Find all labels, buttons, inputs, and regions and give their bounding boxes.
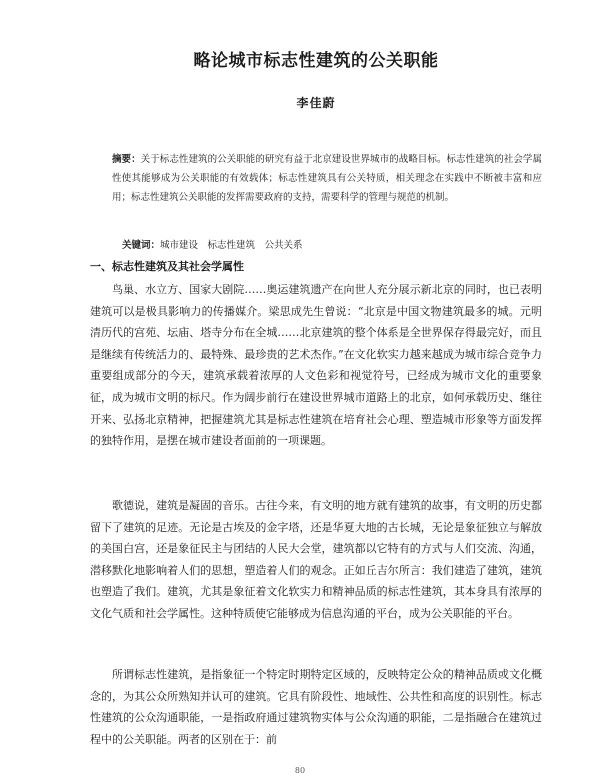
body-paragraph: 歌德说，建筑是凝固的音乐。古往今来，有文明的地方就有建筑的故事，有文明的历史都留下了建筑的足迹。无论是古埃及的金字塔，还是华夏大地的古长城，无论是象征独立与解放的美国白宫，还是象征民主与团结的人民大会堂，建筑都以它特有的方式与人们交流、沟通，潜移默化地影响着人们的思想，塑造着人们的观念。正如丘吉尔所言：我们建造了建筑，建筑也塑造了我们。建筑，尤其是象征着文化软实力和精神品质的标志性建筑，其本身具有浓厚的文化气质和社会学属性。这种特质使它能够成为信息沟通的平台，成为公关职能的平台。: [90, 499, 542, 620]
body-paragraph: 所谓标志性建筑，是指象征一个特定时期特定区域的，反映特定公众的精神品质或文化概念的，为其公众所熟知并认可的建筑。它具有阶段性、地域性、公共性和高度的识别性。标志性建筑的公众沟通职能，一是指政府通过建筑物实体与公众沟通的职能，二是指融合在建筑过程中的公关职能。两者的区别在于：前: [90, 668, 542, 746]
abstract-text: 关于标志性建筑的公关职能的研究有益于北京建设世界城市的战略目标。标志性建筑的社会学属性使其能够成为公关职能的有效载体；标志性建筑具有公关特质，相关理念在实践中不断被丰富和应用；标志性建筑公关职能的发挥需要政府的支持，需要科学的管理与规范的机制。: [112, 154, 542, 203]
keywords-label: 关键词：: [122, 240, 161, 251]
keywords: [122, 238, 542, 254]
body-paragraph: 鸟巢、水立方、国家大剧院……奥运建筑遗产在向世人充分展示新北京的同时，也已表明建筑可以是极具影响力的传播媒介。梁思成先生曾说：“北京是中国文物建筑最多的城。元明清历代的宫苑、坛庙、塔寺分布在全城……北京建筑的整个体系是全世界保存得最完好，而且是继续有传统活力的、最特殊、最珍贵的艺术杰作。”在文化软实力越来越成为城市综合竞争力重要组成部分的今天，建筑承载着浓厚的人文色彩和视觉符号，已经成为城市文化的重要象征，成为城市文明的标尺。作为阔步前行在建设世界城市道路上的北京，如何承载历史、继往开来、弘扬北京精神，把握建筑尤其是标志性建筑在培育社会心理、塑造城市形象等方面发挥的独特作用，是摆在城市建设者面前的一项课题。: [90, 283, 542, 448]
section-heading: 一、标志性建筑及其社会学属性: [90, 260, 244, 273]
abstract: [112, 150, 542, 207]
keywords-text: 城市建设 标志性建筑 公共关系: [160, 240, 303, 251]
article-title: 略论城市标志性建筑的公关职能: [193, 51, 439, 71]
author-name: 李佳蔚: [296, 96, 336, 110]
abstract-label: 摘要：: [112, 154, 141, 165]
page-number: 80: [294, 766, 306, 775]
